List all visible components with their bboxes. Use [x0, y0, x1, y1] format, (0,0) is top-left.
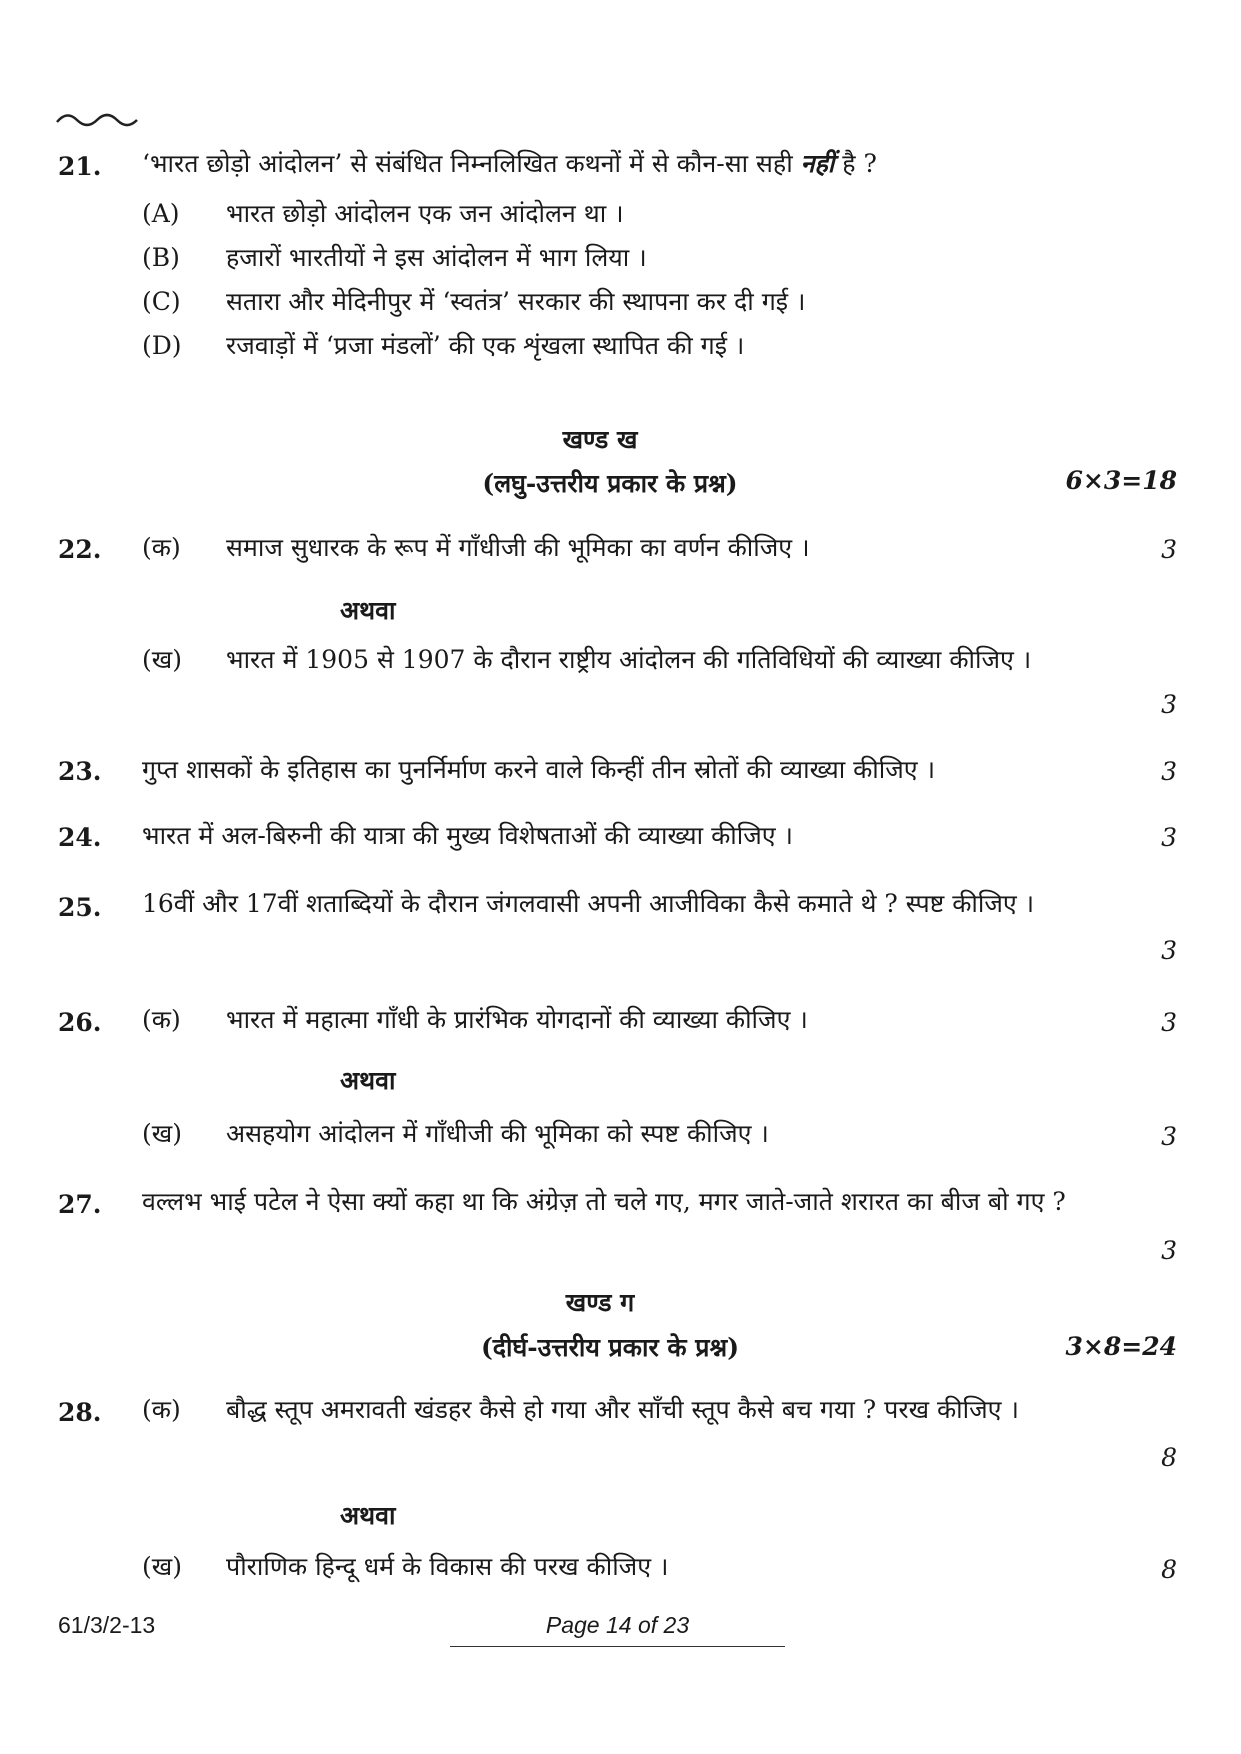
- q21-option-d-label: (D): [142, 331, 182, 360]
- q28-b-marks: 8: [1161, 1555, 1177, 1584]
- q26-a-label: (क): [142, 1005, 181, 1034]
- q28-a-label: (क): [142, 1395, 181, 1424]
- paper-code: 61/3/2-13: [58, 1612, 156, 1638]
- q28-a-marks: 8: [1161, 1443, 1177, 1472]
- q24-text: भारत में अल-बिरुनी की यात्रा की मुख्य विशेषताओं की व्याख्या कीजिए ।: [142, 821, 794, 850]
- q28-b-text: पौराणिक हिन्दू धर्म के विकास की परख कीजिए ।: [226, 1552, 669, 1581]
- q27-marks: 3: [1161, 1236, 1177, 1265]
- q22-b-text: भारत में 1905 से 1907 के दौरान राष्ट्रीय आंदोलन की गतिविधियों की व्याख्या कीजिए ।: [226, 645, 1032, 674]
- footer-divider: [450, 1646, 785, 1647]
- q26-b-text: असहयोग आंदोलन में गाँधीजी की भूमिका को स्पष्ट कीजिए ।: [226, 1119, 769, 1148]
- q22-b-label: (ख): [142, 645, 182, 674]
- q21-option-c-label: (C): [142, 287, 181, 316]
- q26-or: अथवा: [340, 1066, 396, 1095]
- q24-marks: 3: [1161, 823, 1177, 852]
- q21-option-b-label: (B): [142, 243, 180, 272]
- q25-text: 16वीं और 17वीं शताब्दियों के दौरान जंगलवासी अपनी आजीविका कैसे कमाते थे ? स्पष्ट कीजिए ।: [142, 889, 1035, 918]
- q24-number: 24.: [58, 823, 102, 852]
- q26-a-marks: 3: [1161, 1008, 1177, 1037]
- section-c-title: खण्ड ग: [565, 1288, 635, 1317]
- q23-text: गुप्त शासकों के इतिहास का पुनर्निर्माण करने वाले किन्हीं तीन स्रोतों की व्याख्या कीजिए ।: [142, 755, 936, 784]
- q28-or: अथवा: [340, 1501, 396, 1530]
- q22-or: अथवा: [340, 596, 396, 625]
- q22-a-text: समाज सुधारक के रूप में गाँधीजी की भूमिका का वर्णन कीजिए ।: [226, 533, 810, 562]
- q28-b-label: (ख): [142, 1552, 182, 1581]
- q21-text: ‘भारत छोड़ो आंदोलन’ से संबंधित निम्नलिखित कथनों में से कौन-सा सही नहीं है ?: [142, 149, 877, 178]
- page-number: Page 14 of 23: [545, 1612, 690, 1638]
- q23-marks: 3: [1161, 757, 1177, 786]
- q21-number: 21.: [58, 152, 102, 181]
- q26-number: 26.: [58, 1008, 102, 1037]
- q22-a-marks: 3: [1161, 535, 1177, 564]
- q26-b-label: (ख): [142, 1119, 182, 1148]
- q28-number: 28.: [58, 1398, 102, 1427]
- q28-a-text: बौद्ध स्तूप अमरावती खंडहर कैसे हो गया और साँची स्तूप कैसे बच गया ? परख कीजिए ।: [226, 1395, 1019, 1424]
- q21-option-c-text: सतारा और मेदिनीपुर में ‘स्वतंत्र’ सरकार की स्थापना कर दी गई ।: [226, 287, 806, 316]
- q21-option-a-label: (A): [142, 199, 180, 228]
- wavy-mark-icon: [55, 108, 145, 130]
- section-b-total: 6×3=18: [1065, 466, 1177, 495]
- q21-option-b-text: हजारों भारतीयों ने इस आंदोलन में भाग लिया ।: [226, 243, 647, 272]
- q25-marks: 3: [1161, 936, 1177, 965]
- q21-option-a-text: भारत छोड़ो आंदोलन एक जन आंदोलन था ।: [226, 199, 624, 228]
- q22-number: 22.: [58, 535, 102, 564]
- q25-number: 25.: [58, 893, 102, 922]
- q26-b-marks: 3: [1161, 1122, 1177, 1151]
- section-c-subtitle: (दीर्घ-उत्तरीय प्रकार के प्रश्न): [480, 1333, 740, 1362]
- section-c-total: 3×8=24: [1065, 1332, 1177, 1361]
- section-b-subtitle: (लघु-उत्तरीय प्रकार के प्रश्न): [482, 469, 738, 498]
- section-b-title: खण्ड ख: [562, 425, 638, 454]
- q23-number: 23.: [58, 757, 102, 786]
- q21-option-d-text: रजवाड़ों में ‘प्रजा मंडलों’ की एक शृंखला स्थापित की गई ।: [226, 331, 745, 360]
- q22-a-label: (क): [142, 533, 181, 562]
- q22-b-marks: 3: [1161, 690, 1177, 719]
- q27-text: वल्लभ भाई पटेल ने ऐसा क्यों कहा था कि अंग्रेज़ तो चले गए, मगर जाते-जाते शरारत का बीज बो गए ?: [142, 1187, 1066, 1216]
- q26-a-text: भारत में महात्मा गाँधी के प्रारंभिक योगदानों की व्याख्या कीजिए ।: [226, 1005, 808, 1034]
- q27-number: 27.: [58, 1190, 102, 1219]
